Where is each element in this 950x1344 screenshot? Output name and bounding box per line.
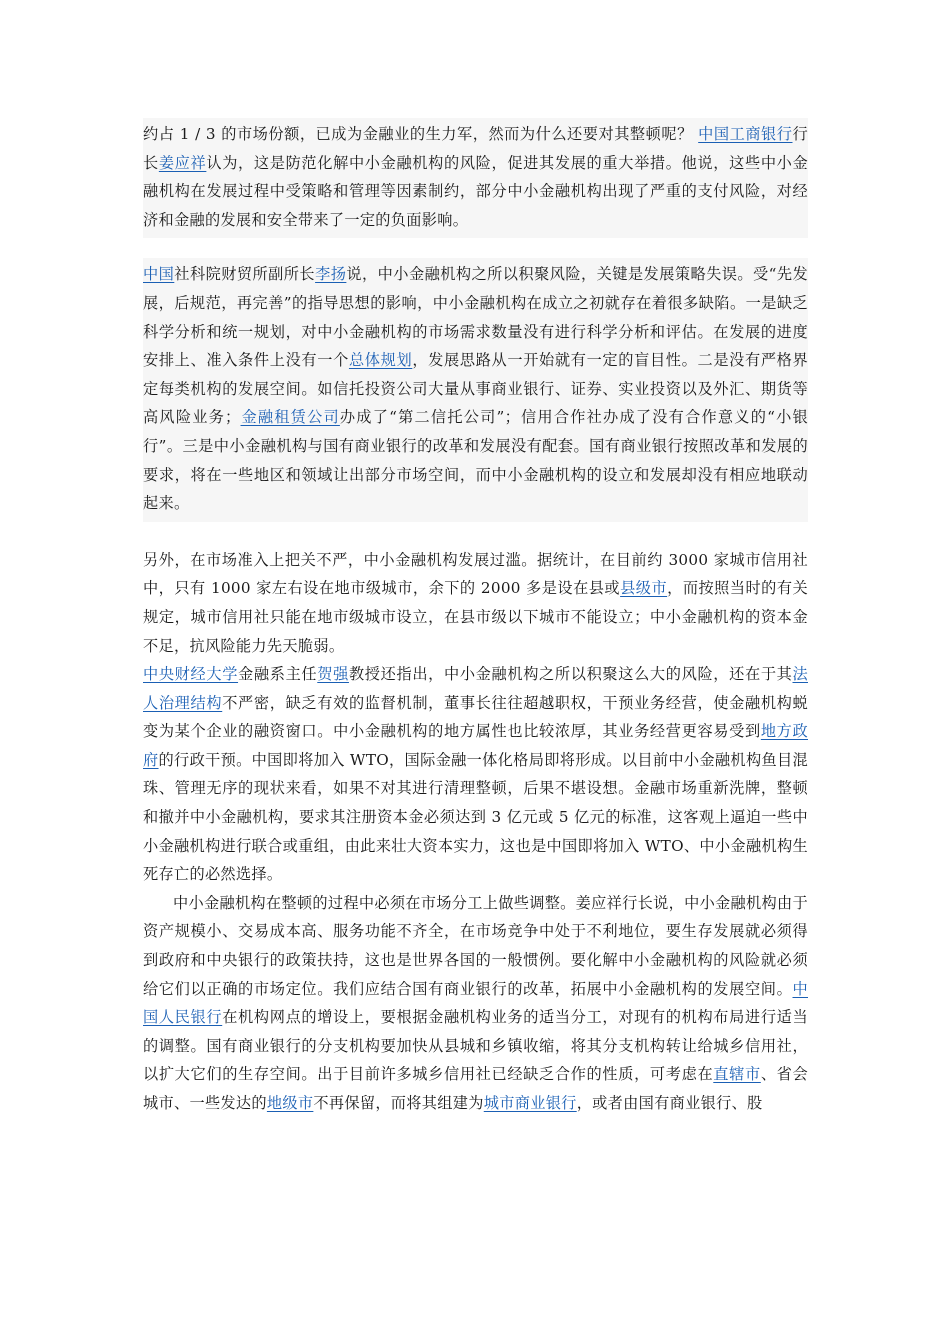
- text-run: 在机构网点的增设上，要根据金融机构业务的适当分工，对现有的机构布局进行适当的调整。国有商业银行的分支机构要加快从县城和乡镇收缩，将其分支机构转让给城乡信用社，以扩大它们的生存空间。出于目前许多城乡信用社已经缺乏合作的性质，可考虑在: [143, 1008, 809, 1084]
- link-he-qiang[interactable]: 贺强: [317, 665, 349, 684]
- link-municipality[interactable]: 直辖市: [713, 1065, 761, 1084]
- link-overall-plan[interactable]: 总体规划: [348, 351, 413, 370]
- text-run: 金融系主任: [238, 665, 318, 684]
- text-run: 、省会城市、一些发达的: [143, 1065, 808, 1112]
- link-county-level-city[interactable]: 县级市: [620, 579, 668, 598]
- text-run: 不严密，缺乏有效的监督机制，董事长往往超越职权，干预业务经营，使金融机构蜕变为某个企业的融资窗口。中小金融机构的地方属性也比较浓厚，其业务经营更容易受到: [143, 693, 809, 741]
- link-china[interactable]: 中国: [143, 265, 175, 284]
- link-cufe[interactable]: 中央财经大学: [143, 665, 239, 684]
- text-run: ，发展思路从一开始就有一定的盲目性。二是没有严格界定每类机构的发展空间。如信托投资公司大量从事商业银行、证券、实业投资以及外汇、期货等高风险业务；: [143, 351, 809, 427]
- link-city-commercial-bank[interactable]: 城市商业银行: [483, 1094, 577, 1112]
- text-run: 办成了“第二信托公司”；信用合作社办成了没有合作意义的“小银行”。三是中小金融机构与国有商业银行的改革和发展没有配套。国有商业银行按照改革和发展的要求，将在一些地区和领域让出部分市场空间，而中小金融机构的设立和发展却没有相应地联动起来。: [143, 408, 808, 513]
- link-icbc[interactable]: 中国工商银行: [698, 125, 793, 143]
- paragraph-gap: [143, 238, 808, 258]
- paragraph-5: [143, 889, 808, 1118]
- paragraph-1: [143, 118, 808, 238]
- text-run: 的行政干预。中国即将加入 WTO，国际金融一体化格局即将形成。以目前中小金融机构鱼目混珠、管理无序的现状来看，如果不对其进行清理整顿，后果不堪设想。金融市场重新洗牌，整顿和撤并中小金融机构，要求其注册资本金必须达到 3 亿元或 5 亿元的标准，这客观上逼迫一些中小金融机构进行联合或重组，由此来壮大资本实力，这也是中国即将加入 WTO、中小金融机构生死存亡的必然选择。: [143, 750, 808, 884]
- text-run: 不再保留，而将其组建为: [313, 1094, 484, 1112]
- text-run: 中小金融机构在整顿的过程中必须在市场分工上做些调整。姜应祥行长说，中小金融机构由于资产规模小、交易成本高、服务功能不齐全，在市场竞争中处于不利地位，要生存发展就必须得到政府和中央银行的政策扶持，这也是世界各国的一般惯例。要化解中小金融机构的风险就必须给它们以正确的市场定位。我们应结合国有商业银行的改革，拓展中小金融机构的发展空间。: [143, 893, 808, 998]
- text-run: 认为，这是防范化解中小金融机构的风险，促进其发展的重大举措。他说，这些中小金融机构在发展过程中受策略和管理等因素制约，部分中小金融机构出现了严重的支付风险，对经济和金融的发展和安全带来了一定的负面影响。: [143, 153, 808, 229]
- paragraph-3: [143, 546, 808, 660]
- link-li-yang[interactable]: 李扬: [315, 265, 347, 284]
- link-local-government[interactable]: 地方政府: [143, 722, 808, 769]
- article: [143, 118, 808, 1118]
- text-run: ，或者由国有商业银行、股: [576, 1094, 763, 1112]
- text-run: 教授还指出，中小金融机构之所以积聚这么大的风险，还在于其: [348, 665, 793, 684]
- text-run: ，而按照当时的有关规定，城市信用社只能在地市级城市设立，在县市级以下城市不能设立；中小金融机构的资本金不足，抗风险能力先天脆弱。: [143, 579, 809, 655]
- paragraph-4: [143, 660, 808, 889]
- text-run: 行长: [143, 125, 808, 172]
- paragraph-gap: [143, 522, 808, 546]
- link-financial-leasing-company[interactable]: 金融租赁公司: [240, 408, 340, 427]
- text-run: 另外，在市场准入上把关不严，中小金融机构发展过滥。据统计，在目前约 3000 家城市信用社中，只有 1000 家左右设在地市级城市，余下的 2000 多是设在县或: [143, 550, 808, 598]
- text-run: 约占 1 / 3 的市场份额，已成为金融业的生力军，然而为什么还要对其整顿呢？: [143, 125, 699, 143]
- text-run: 说，中小金融机构之所以积聚风险，关键是发展策略失误。受“先发展，后规范，再完善”的指导思想的影响，中小金融机构在成立之初就存在着很多缺陷。一是缺乏科学分析和统一规划，对中小金融机构的市场需求数量没有进行科学分析和评估。在发展的进度安排上、准入条件上没有一个: [143, 265, 809, 370]
- link-prefecture-city[interactable]: 地级市: [266, 1094, 314, 1112]
- link-pboc[interactable]: 中国人民银行: [143, 979, 808, 1027]
- link-corporate-governance[interactable]: 法人治理结构: [143, 665, 808, 712]
- paragraph-2: [143, 258, 808, 521]
- text-run: 社科院财贸所副所长: [174, 265, 316, 284]
- link-jiang-yingxiang[interactable]: 姜应祥: [158, 153, 207, 172]
